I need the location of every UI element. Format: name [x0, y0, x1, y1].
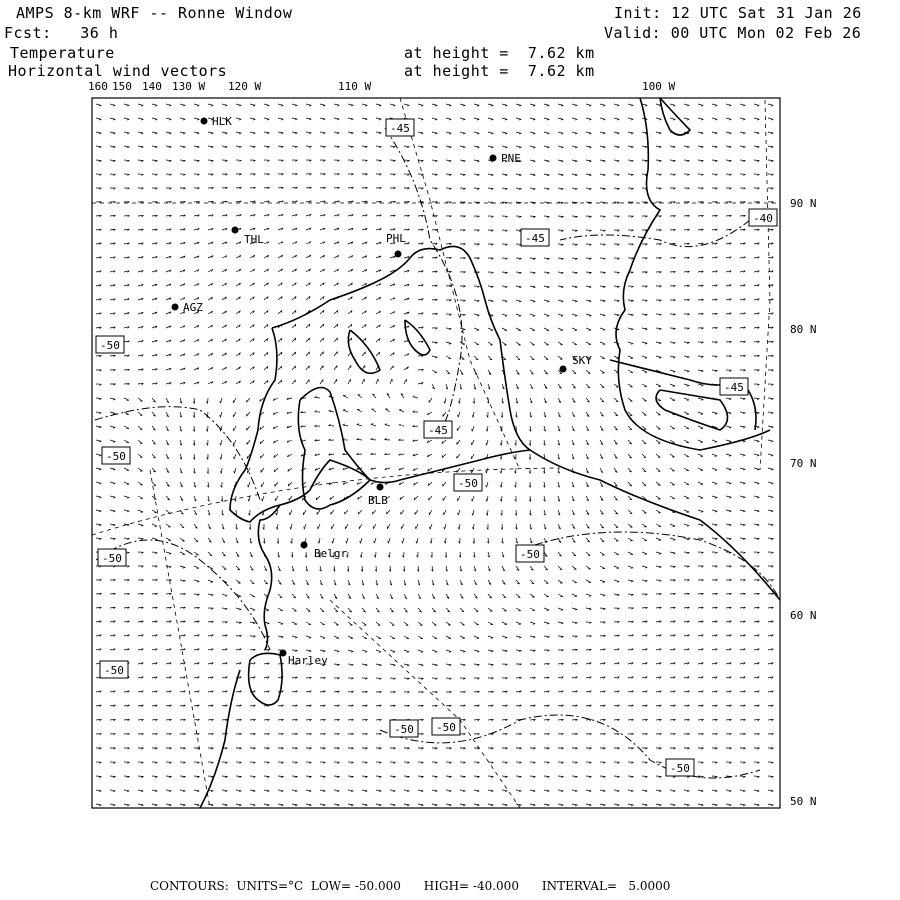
- station-dot: [490, 155, 497, 162]
- station-markers: [172, 115, 593, 667]
- contour-label: -50: [104, 664, 124, 677]
- graticule: [92, 98, 780, 808]
- init-time: Init: 12 UTC Sat 31 Jan 26: [614, 4, 862, 22]
- contour-label: -50: [436, 721, 456, 734]
- station-agz: AGZ: [183, 301, 203, 314]
- lon-label-130w: 130 W: [172, 80, 206, 93]
- temperature-contours: [95, 128, 780, 778]
- station-blb: BLB: [368, 494, 388, 507]
- station-dot: [201, 118, 208, 125]
- field-temperature: Temperature: [10, 44, 115, 62]
- contour-label: -45: [428, 424, 448, 437]
- contour-label: -50: [520, 548, 540, 561]
- station-dot: [395, 251, 402, 258]
- map-title: AMPS 8-km WRF -- Ronne Window: [16, 4, 293, 22]
- station-thl: THL: [244, 233, 264, 246]
- longitude-labels: [88, 80, 675, 93]
- lon-label-100w: 100 W: [642, 80, 676, 93]
- contour-label: -45: [525, 232, 545, 245]
- station-dot: [232, 227, 239, 234]
- station-pne: PNE: [501, 152, 521, 165]
- contour-label: -50: [670, 762, 690, 775]
- lat-label-80n: 80 N: [790, 323, 817, 336]
- lon-label-140: 140: [142, 80, 162, 93]
- field-height-2: at height = 7.62 km: [404, 62, 595, 80]
- wind-vector-field: [96, 104, 774, 806]
- contour-label: -45: [724, 381, 744, 394]
- lat-label-60n: 60 N: [790, 609, 817, 622]
- lon-label-120w: 120 W: [228, 80, 262, 93]
- contour-label: -50: [106, 450, 126, 463]
- valid-time: Valid: 00 UTC Mon 02 Feb 26: [604, 24, 862, 42]
- contour-label: -50: [458, 477, 478, 490]
- lon-label-110w: 110 W: [338, 80, 372, 93]
- coastline: [200, 98, 780, 808]
- field-height-1: at height = 7.62 km: [404, 44, 595, 62]
- lon-label-160: 160: [88, 80, 108, 93]
- station-dot: [377, 484, 384, 491]
- contour-footer: CONTOURS: UNITS=°C LOW= -50.000 HIGH= -40.000 INTERVAL= 5.0000: [150, 879, 671, 893]
- latitude-labels: [790, 197, 817, 808]
- contour-label: -40: [753, 212, 773, 225]
- station-phl: PHL: [386, 232, 406, 245]
- plot-frame: [92, 98, 780, 808]
- station-halley: Harley: [288, 654, 328, 667]
- contour-label: -50: [394, 723, 414, 736]
- contour-label: -50: [102, 552, 122, 565]
- station-sky: SKY: [572, 354, 592, 367]
- wind-vectors: [96, 104, 774, 806]
- station-dot: [280, 650, 287, 657]
- station-dot: [172, 304, 179, 311]
- forecast-hour: Fcst: 36 h: [4, 24, 119, 42]
- contour-label: -45: [390, 122, 410, 135]
- field-wind: Horizontal wind vectors: [8, 62, 228, 80]
- lat-label-70n: 70 N: [790, 457, 817, 470]
- station-dot: [301, 542, 308, 549]
- lat-label-90n: 90 N: [790, 197, 817, 210]
- contour-label: -50: [100, 339, 120, 352]
- lat-label-50n: 50 N: [790, 795, 817, 808]
- station-hlk: HLK: [212, 115, 232, 128]
- station-dot: [560, 366, 567, 373]
- station-belgrano: Belgr: [314, 547, 348, 560]
- lon-label-150: 150: [112, 80, 132, 93]
